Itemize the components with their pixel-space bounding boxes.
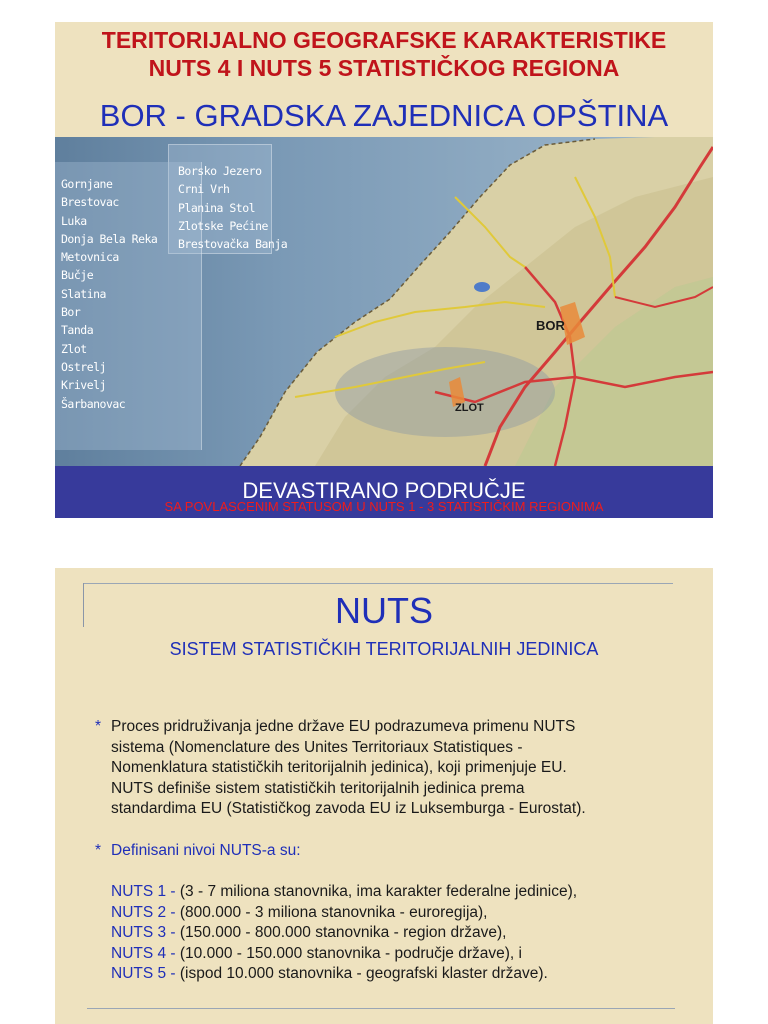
paragraph-line: sistema (Nomenclature des Unites Territoriaux Statistiques - xyxy=(111,738,523,756)
level-label: NUTS 1 - xyxy=(111,883,176,900)
paragraph-line: standardima EU (Statističkog zavoda EU iz Luksemburga - Eurostat). xyxy=(111,800,586,817)
band-subtitle: SA POVLASCENIM STATUSOM U NUTS 1 - 3 STATISTIČKIM REGIONIMA xyxy=(164,499,604,514)
slide-bor xyxy=(55,22,713,518)
bullet-marker: * xyxy=(95,718,102,735)
divider xyxy=(83,583,673,584)
level-text: (150.000 - 800.000 stanovnika - region države), xyxy=(175,924,507,941)
list-item xyxy=(111,923,577,944)
slide-title-line1: TERITORIJALNO GEOGRAFSKE KARAKTERISTIKE xyxy=(101,27,667,53)
level-text: (800.000 - 3 miliona stanovnika - euroregija), xyxy=(175,903,488,921)
levels-heading-text: Definisani nivoi NUTS-a su: xyxy=(111,842,301,859)
paragraph-line: Nomenklatura statističkih teritorijalnih jedinica), koji primenjuje EU. xyxy=(111,759,567,776)
paragraph-line: Proces pridruživanja jedne države EU podrazumeva primenu NUTS xyxy=(111,718,576,735)
list-item: Krivelj xyxy=(61,378,106,393)
bullet-marker: * xyxy=(95,842,102,859)
map-label-bor: BOR xyxy=(536,318,565,333)
paragraph xyxy=(95,717,695,820)
slide-subtitle: SISTEM STATISTIČKIH TERITORIJALNIH JEDINICA xyxy=(169,639,599,659)
list-item: Ostrelj xyxy=(61,359,106,374)
list-item: Luka xyxy=(61,213,87,228)
lake xyxy=(474,282,490,292)
map-label-zlot: ZLOT xyxy=(455,402,484,414)
list-item: Tanda xyxy=(61,323,94,338)
slide-title-line2: NUTS 4 I NUTS 5 STATISTIČKOG REGIONA xyxy=(148,55,620,81)
list-item xyxy=(111,964,577,985)
level-label: NUTS 3 - xyxy=(111,924,176,941)
divider xyxy=(87,1008,675,1009)
level-label: NUTS 2 - xyxy=(111,903,176,921)
slide-title: NUTS xyxy=(335,590,433,631)
list-item: Planina Stol xyxy=(178,200,256,215)
list-item: Zlot xyxy=(61,341,87,356)
list-item: Slatina xyxy=(61,286,106,301)
list-item: Šarbanovac xyxy=(61,396,126,411)
band-title: DEVASTIRANO PODRUČJE xyxy=(242,478,526,503)
levels-heading xyxy=(95,841,301,861)
list-item xyxy=(111,944,577,965)
region-map xyxy=(55,137,713,466)
levels-list xyxy=(111,882,577,985)
slide-nuts xyxy=(55,568,713,1024)
list-item xyxy=(111,882,577,903)
level-text: (10.000 - 150.000 stanovnika - područje države), i xyxy=(175,944,522,962)
paragraph-line: NUTS definiše sistem statističkih teritorijalnih jedinica prema xyxy=(111,779,525,797)
list-item: Brestovac xyxy=(61,195,119,210)
sights-list xyxy=(178,162,287,253)
list-item xyxy=(111,903,577,924)
level-text: (3 - 7 miliona stanovnika, ima karakter federalne jedinice), xyxy=(175,883,578,900)
list-item: Zlotske Pećine xyxy=(178,218,268,233)
list-item: Gornjane xyxy=(61,177,113,191)
list-item: Donja Bela Reka xyxy=(61,231,158,246)
list-item: Bučje xyxy=(61,268,94,283)
list-item: Bor xyxy=(61,305,81,320)
settlements-list xyxy=(61,175,157,413)
slide-subtitle: BOR - GRADSKA ZAJEDNICA OPŠTINA xyxy=(99,98,669,133)
level-label: NUTS 4 - xyxy=(111,944,176,962)
level-label: NUTS 5 - xyxy=(111,965,176,982)
level-text: (ispod 10.000 stanovnika - geografski klaster države). xyxy=(175,965,548,982)
list-item: Crni Vrh xyxy=(178,182,230,197)
list-item: Metovnica xyxy=(61,250,119,265)
list-item: Brestovačka Banja xyxy=(178,237,288,252)
list-item: Borsko Jezero xyxy=(178,164,262,178)
